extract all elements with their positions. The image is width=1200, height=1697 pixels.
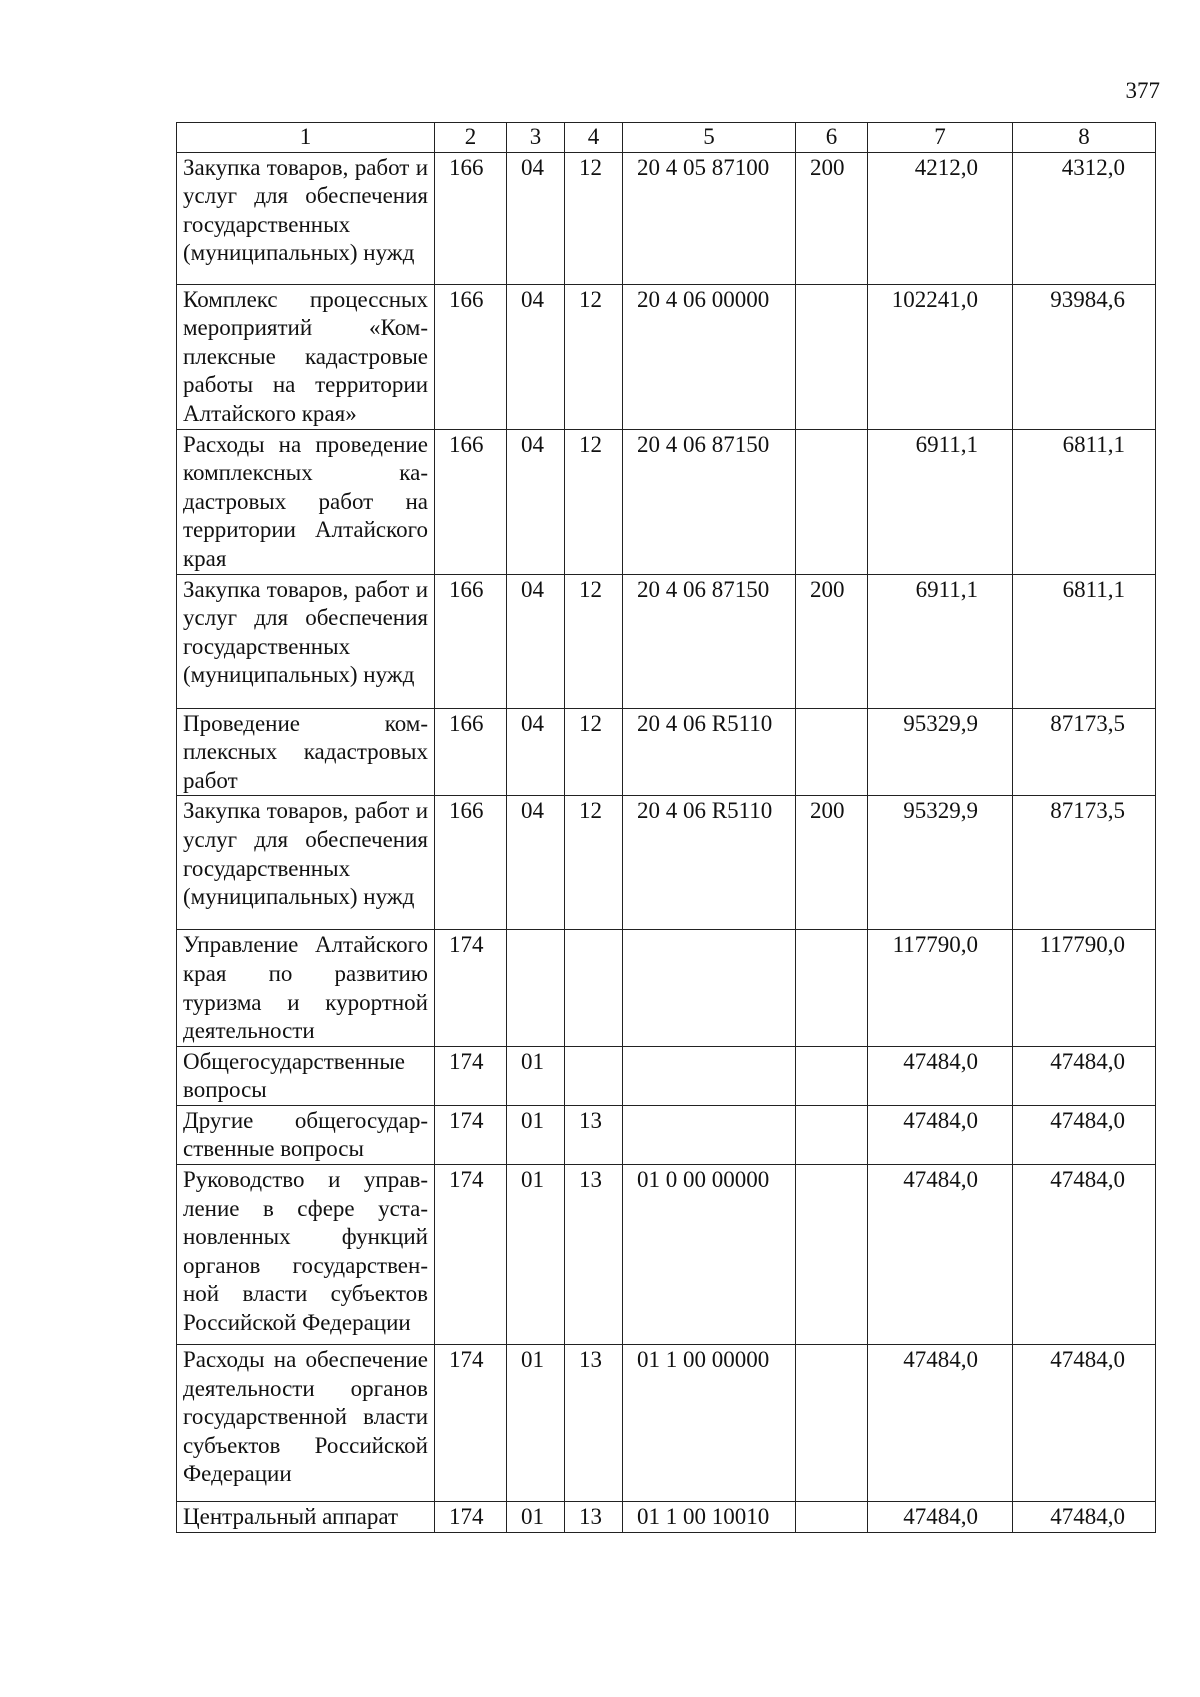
target-article-code: 20 4 06 87150: [623, 574, 796, 708]
subsection-code: 12: [565, 152, 623, 284]
subsection-code: 12: [565, 574, 623, 708]
column-header: 5: [623, 123, 796, 153]
amount-year-2: 87173,5: [1013, 796, 1156, 930]
expense-name: Управление Алтайского края по развитию туризма и курортной деятельности: [177, 930, 435, 1046]
amount-year-2: 6811,1: [1013, 429, 1156, 574]
expense-name: Расходы на обеспечение деятельности органов государственной власти субъектов Российской Федерации: [177, 1345, 435, 1502]
column-header: 4: [565, 123, 623, 153]
admin-code: 174: [435, 1046, 507, 1105]
subsection-code: [565, 1046, 623, 1105]
amount-year-2: 6811,1: [1013, 574, 1156, 708]
admin-code: 174: [435, 1345, 507, 1502]
amount-year-1: 4212,0: [868, 152, 1013, 284]
table-row: [177, 429, 1156, 574]
section-code: 01: [507, 1345, 565, 1502]
section-code: 04: [507, 284, 565, 429]
admin-code: 174: [435, 1105, 507, 1164]
amount-year-1: 6911,1: [868, 429, 1013, 574]
table-row: [177, 930, 1156, 1046]
section-code: 01: [507, 1046, 565, 1105]
subsection-code: 13: [565, 1165, 623, 1345]
expense-name: Другие общегосударственные вопросы: [177, 1105, 435, 1164]
target-article-code: 01 1 00 00000: [623, 1345, 796, 1502]
amount-year-2: 47484,0: [1013, 1046, 1156, 1105]
expense-type-code: [796, 708, 868, 796]
expense-name: Проведение комплексных кадастровых работ: [177, 708, 435, 796]
amount-year-1: 117790,0: [868, 930, 1013, 1046]
table-row: [177, 1502, 1156, 1533]
expense-name: Руководство и управление в сфере установленных функций органов государственной власти субъектов Российской Федерации: [177, 1165, 435, 1345]
expense-type-code: 200: [796, 152, 868, 284]
expense-type-code: [796, 1046, 868, 1105]
section-code: 04: [507, 574, 565, 708]
amount-year-1: 47484,0: [868, 1345, 1013, 1502]
table-row: [177, 708, 1156, 796]
amount-year-1: 47484,0: [868, 1502, 1013, 1533]
table-row: [177, 284, 1156, 429]
table-row: [177, 1345, 1156, 1502]
target-article-code: 20 4 06 87150: [623, 429, 796, 574]
column-header: 7: [868, 123, 1013, 153]
budget-table: [176, 122, 1156, 1533]
subsection-code: 13: [565, 1345, 623, 1502]
expense-name: Центральный аппарат: [177, 1502, 435, 1533]
amount-year-2: 47484,0: [1013, 1345, 1156, 1502]
amount-year-1: 6911,1: [868, 574, 1013, 708]
section-code: [507, 930, 565, 1046]
subsection-code: 12: [565, 796, 623, 930]
column-header: 3: [507, 123, 565, 153]
target-article-code: [623, 1105, 796, 1164]
amount-year-2: 47484,0: [1013, 1105, 1156, 1164]
expense-type-code: 200: [796, 574, 868, 708]
admin-code: 166: [435, 796, 507, 930]
amount-year-1: 47484,0: [868, 1046, 1013, 1105]
column-header: 6: [796, 123, 868, 153]
expense-type-code: [796, 930, 868, 1046]
subsection-code: 12: [565, 708, 623, 796]
expense-type-code: [796, 1105, 868, 1164]
expense-type-code: [796, 284, 868, 429]
amount-year-2: 47484,0: [1013, 1502, 1156, 1533]
expense-type-code: 200: [796, 796, 868, 930]
section-code: 04: [507, 708, 565, 796]
column-header: 8: [1013, 123, 1156, 153]
expense-type-code: [796, 429, 868, 574]
target-article-code: 01 1 00 10010: [623, 1502, 796, 1533]
target-article-code: 20 4 06 R5110: [623, 708, 796, 796]
column-header: 2: [435, 123, 507, 153]
expense-type-code: [796, 1165, 868, 1345]
expense-type-code: [796, 1345, 868, 1502]
table-row: [177, 1105, 1156, 1164]
table-row: [177, 1046, 1156, 1105]
expense-type-code: [796, 1502, 868, 1533]
expense-name: Закупка товаров, работ и услуг для обеспечения государственных (муниципальных) нужд: [177, 152, 435, 284]
admin-code: 174: [435, 1502, 507, 1533]
admin-code: 166: [435, 152, 507, 284]
amount-year-1: 47484,0: [868, 1165, 1013, 1345]
target-article-code: 20 4 06 00000: [623, 284, 796, 429]
subsection-code: 12: [565, 429, 623, 574]
subsection-code: 12: [565, 284, 623, 429]
subsection-code: 13: [565, 1502, 623, 1533]
header-row: [177, 123, 1156, 153]
target-article-code: [623, 1046, 796, 1105]
subsection-code: [565, 930, 623, 1046]
expense-name: Расходы на проведение комплексных кадастровых работ на территории Алтайского края: [177, 429, 435, 574]
amount-year-2: 117790,0: [1013, 930, 1156, 1046]
admin-code: 174: [435, 1165, 507, 1345]
table-row: [177, 796, 1156, 930]
amount-year-1: 95329,9: [868, 708, 1013, 796]
admin-code: 166: [435, 284, 507, 429]
section-code: 01: [507, 1105, 565, 1164]
admin-code: 166: [435, 429, 507, 574]
section-code: 01: [507, 1165, 565, 1345]
table-row: [177, 574, 1156, 708]
amount-year-2: 47484,0: [1013, 1165, 1156, 1345]
table-body: [177, 123, 1156, 1533]
section-code: 01: [507, 1502, 565, 1533]
expense-name: Закупка товаров, работ и услуг для обеспечения государственных (муниципальных) нужд: [177, 796, 435, 930]
admin-code: 166: [435, 574, 507, 708]
expense-name: Закупка товаров, работ и услуг для обеспечения государственных (муниципальных) нужд: [177, 574, 435, 708]
amount-year-2: 93984,6: [1013, 284, 1156, 429]
target-article-code: 20 4 06 R5110: [623, 796, 796, 930]
expense-name: Общегосударственные вопросы: [177, 1046, 435, 1105]
subsection-code: 13: [565, 1105, 623, 1164]
target-article-code: 01 0 00 00000: [623, 1165, 796, 1345]
amount-year-1: 102241,0: [868, 284, 1013, 429]
amount-year-1: 95329,9: [868, 796, 1013, 930]
target-article-code: [623, 930, 796, 1046]
admin-code: 166: [435, 708, 507, 796]
table-row: [177, 1165, 1156, 1345]
table-row: [177, 152, 1156, 284]
amount-year-2: 87173,5: [1013, 708, 1156, 796]
section-code: 04: [507, 429, 565, 574]
page-number: 377: [1125, 78, 1160, 103]
expense-name: Комплекс процессных мероприятий «Комплексные кадастровые работы на территории Алтайского края»: [177, 284, 435, 429]
admin-code: 174: [435, 930, 507, 1046]
amount-year-2: 4312,0: [1013, 152, 1156, 284]
section-code: 04: [507, 796, 565, 930]
section-code: 04: [507, 152, 565, 284]
column-header: 1: [177, 123, 435, 153]
amount-year-1: 47484,0: [868, 1105, 1013, 1164]
target-article-code: 20 4 05 87100: [623, 152, 796, 284]
